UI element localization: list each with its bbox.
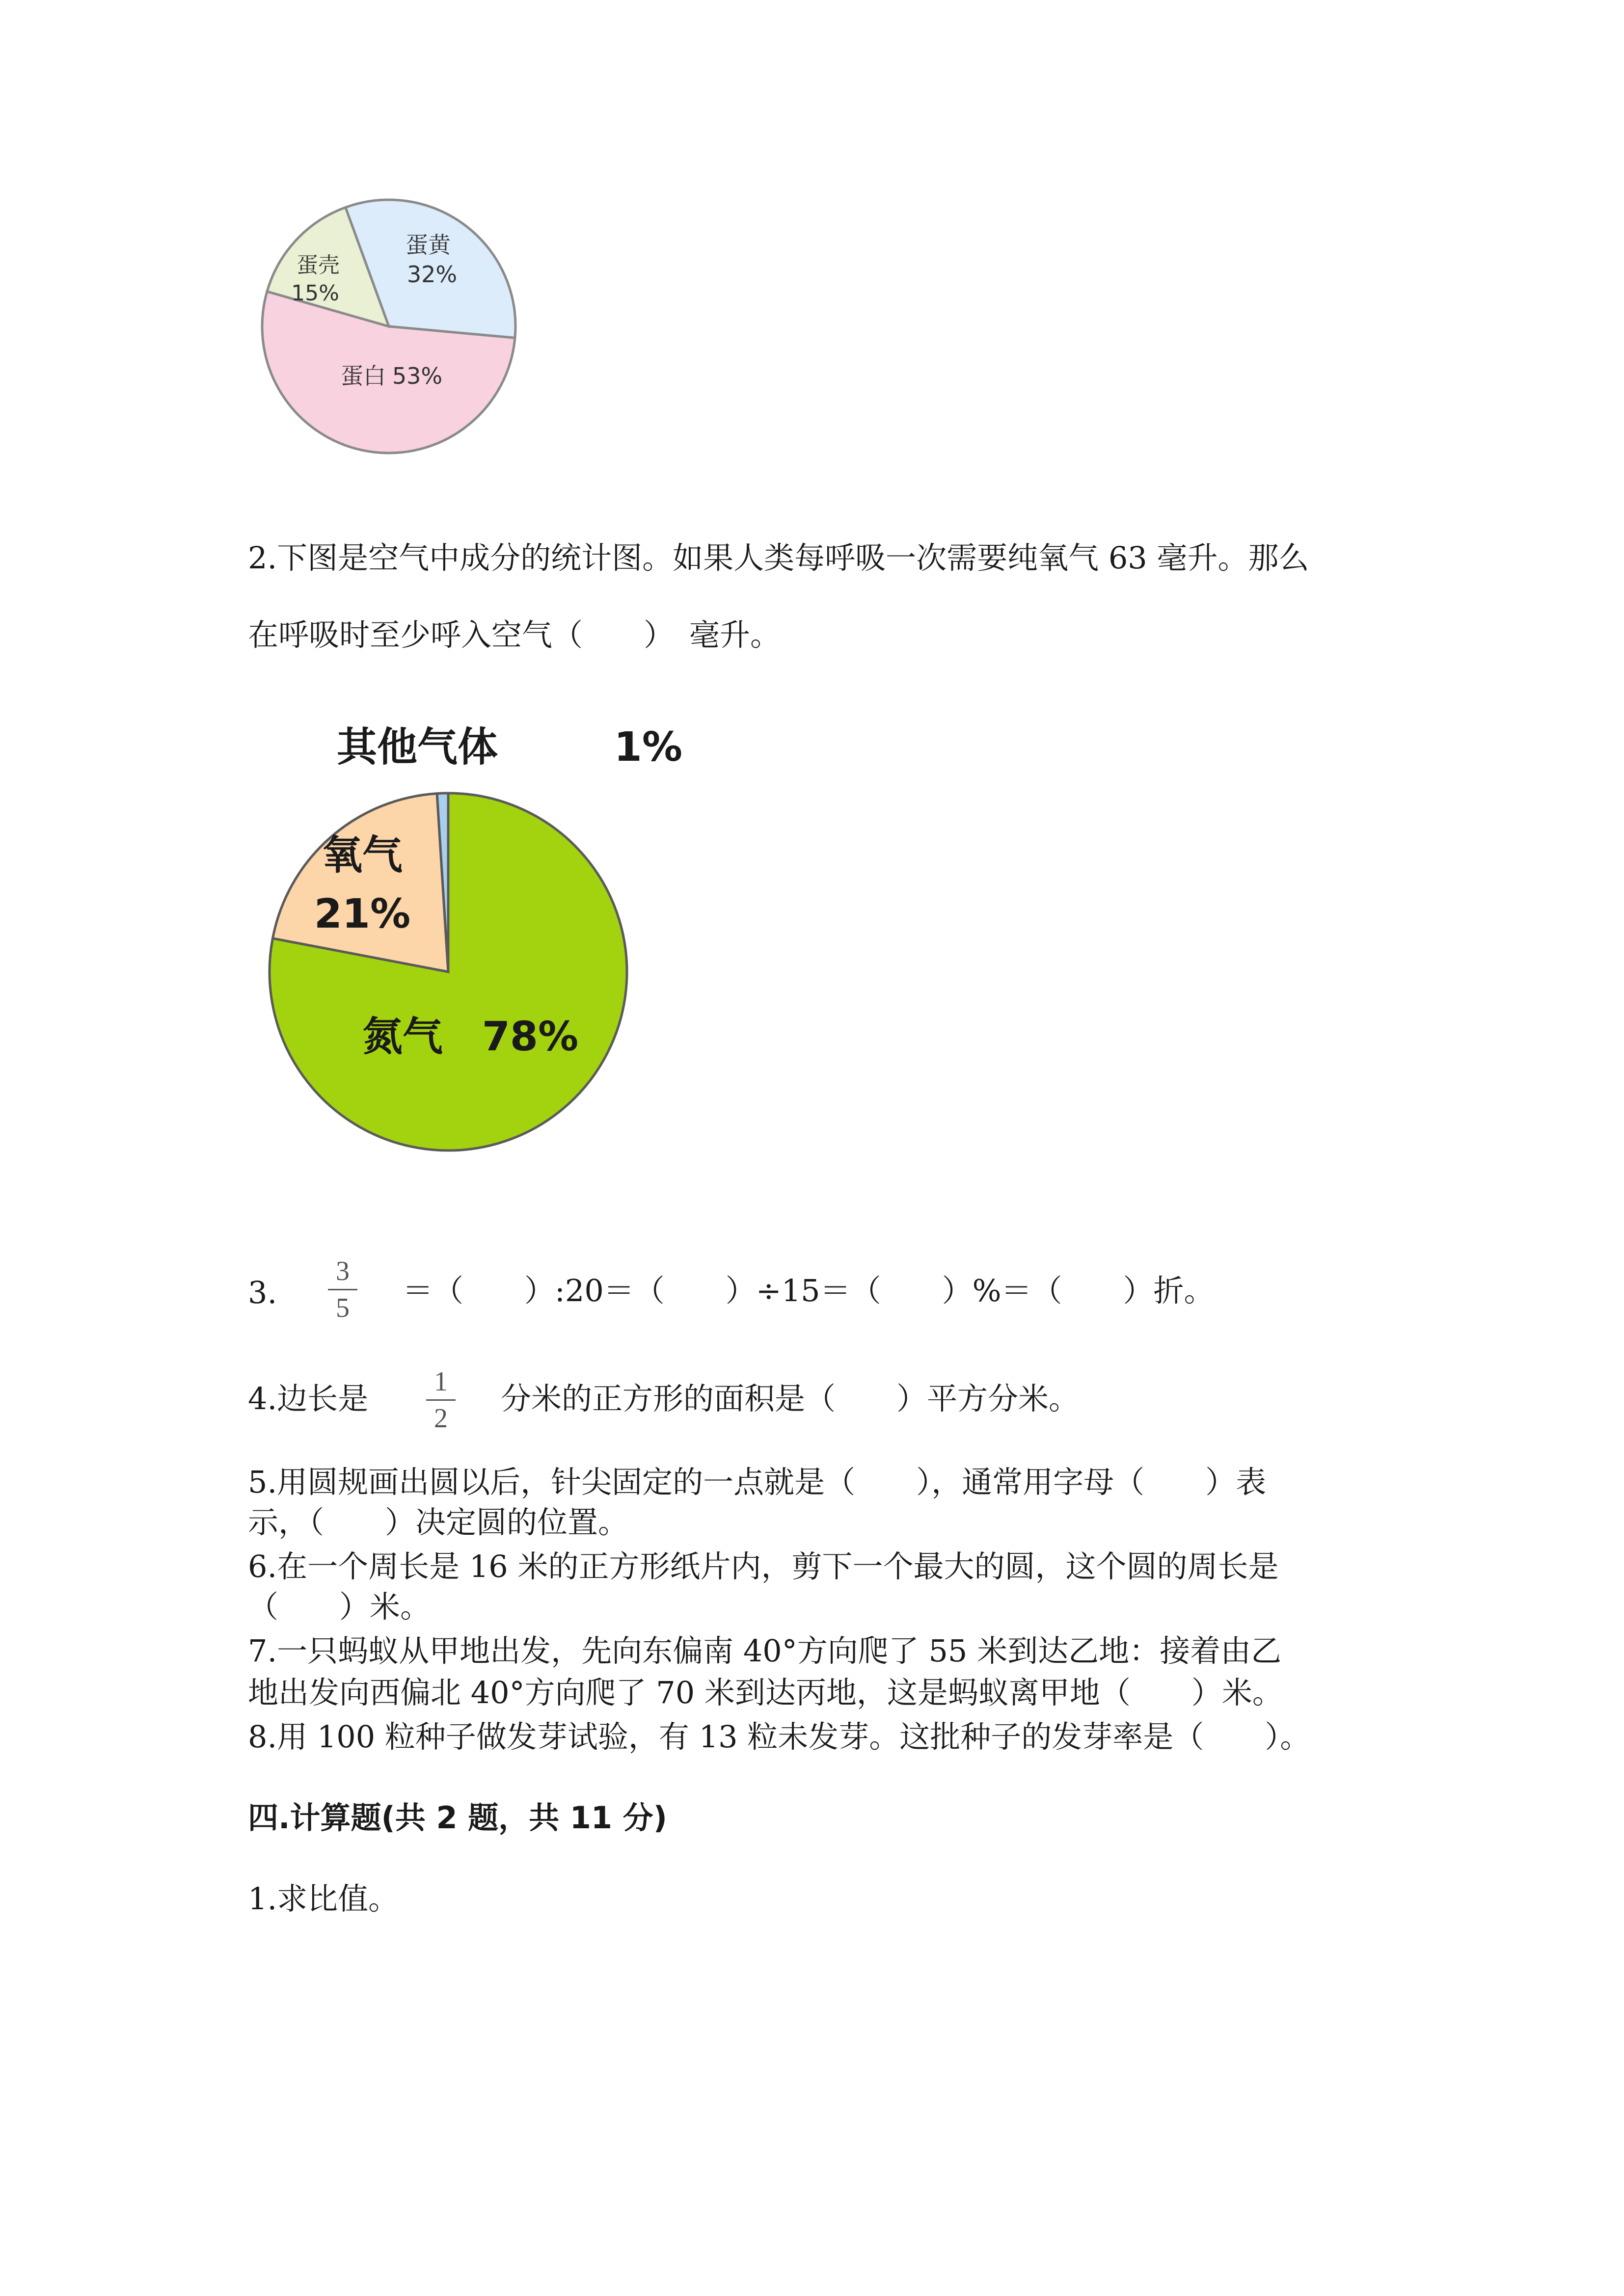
q3-fraction — [328, 1256, 357, 1323]
egg-white-label: 蛋白 — [341, 363, 386, 389]
air-other-value: 1% — [614, 724, 682, 771]
egg-shell-value: 15% — [291, 281, 339, 306]
air-oxygen-label: 氧气 — [322, 832, 403, 879]
q3-number: 3. — [248, 1275, 277, 1310]
egg-yolk-value: 32% — [406, 261, 458, 288]
q4-prefix: 4.边长是 — [248, 1381, 369, 1416]
q7-line1: 7.一只蚂蚁从甲地出发，先向东偏南 40°方向爬了 55 米到达乙地：接着由乙 — [248, 1633, 1282, 1669]
q4-fraction — [426, 1367, 456, 1433]
air-pie-chart — [255, 717, 746, 1158]
section-title: 四.计算题(共 2 题，共 11 分) — [248, 1800, 667, 1836]
air-nitrogen-label: 氮气 — [362, 1014, 443, 1060]
q6-line2: （ ）米。 — [248, 1589, 431, 1625]
q4-fraction-numerator: 1 — [434, 1366, 448, 1397]
q8-line1: 8.用 100 粒种子做发芽试验，有 13 粒未发芽。这批种子的发芽率是（ ）。 — [248, 1719, 1311, 1755]
egg-white-value: 53% — [392, 363, 443, 389]
q4-1-line1: 1.求比值。 — [248, 1881, 399, 1917]
q7-line2: 地出发向西偏北 40°方向爬了 70 米到达丙地，这是蚂蚁离甲地（ ）米。 — [248, 1675, 1283, 1710]
q3-fraction-bar — [328, 1289, 357, 1290]
q5-line2: 示，（ ）决定圆的位置。 — [248, 1504, 629, 1540]
q3-rest: ＝（ ）:20＝（ ）÷15＝（ ）%＝（ ）折。 — [403, 1273, 1215, 1308]
q4-fraction-denominator: 2 — [434, 1403, 448, 1434]
q4-fraction-bar — [426, 1399, 456, 1401]
q2-line2: 在呼吸时至少呼入空气（ ） 毫升。 — [248, 617, 781, 653]
q2-line1: 2.下图是空气中成分的统计图。如果人类每呼吸一次需要纯氧气 63 毫升。那么 — [248, 540, 1309, 576]
egg-shell-label: 蛋壳 — [297, 253, 340, 278]
egg-yolk-label: 蛋黄 — [406, 232, 451, 258]
egg-pie-chart — [245, 191, 530, 466]
air-other-label: 其他气体 — [336, 724, 498, 771]
q6-line1: 6.在一个周长是 16 米的正方形纸片内，剪下一个最大的圆，这个圆的周长是 — [248, 1548, 1279, 1584]
q3-fraction-numerator: 3 — [336, 1256, 350, 1286]
air-oxygen-value: 21% — [314, 891, 411, 937]
q5-line1: 5.用圆规画出圆以后，针尖固定的一点就是（ ），通常用字母（ ）表 — [248, 1464, 1267, 1500]
q4-suffix: 分米的正方形的面积是（ ）平方分米。 — [501, 1381, 1080, 1416]
air-nitrogen-value: 78% — [482, 1014, 579, 1060]
q3-fraction-denominator: 5 — [336, 1293, 350, 1323]
